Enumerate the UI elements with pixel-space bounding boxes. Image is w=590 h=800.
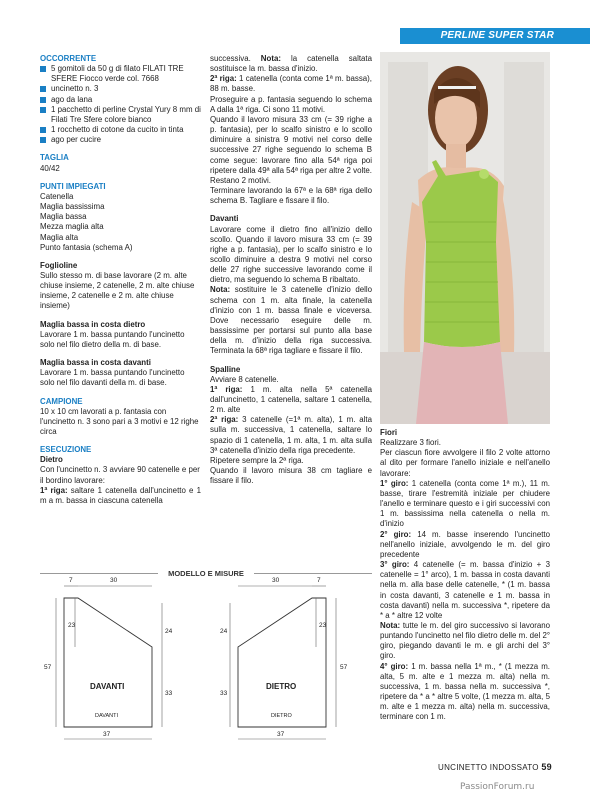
column-materials xyxy=(40,54,201,506)
mbcd-title: Maglia bassa in costa dietro xyxy=(40,319,146,329)
list-item: Punto fantasia (schema A) xyxy=(40,242,133,252)
dim-left-upper: 24 xyxy=(220,628,228,635)
dim-inner-left: 23 xyxy=(68,622,76,629)
mbcv-title: Maglia bassa in costa davanti xyxy=(40,358,151,368)
fiori-title: Fiori xyxy=(380,428,398,437)
occorrente-title: OCCORRENTE xyxy=(40,54,97,63)
pattern-schematic xyxy=(40,569,372,749)
punti-title: PUNTI IMPIEGATI xyxy=(40,181,106,191)
paragraph: Quando il lavoro misura 38 cm tagliare e fissare il filo. xyxy=(210,466,372,486)
dim-top-short: 7 xyxy=(317,577,321,584)
paragraph: 2° giro: 14 m. basse inserendo l'uncinetto nell'anello iniziale, avvolgendo le m. del giro precedente xyxy=(380,529,550,559)
paragraph: Quando il lavoro misura 33 cm (= 39 righe a p. fantasia), per lo scalfo sinistro e lo scollo diminuire a sinistra 9 motivi nel corso delle successive 27 righe seguendo lo schema B come segue: lavorare fino alla 54ª riga poi ripetere dalla 49ª alla 54ª riga per altre 2 volte. xyxy=(210,114,372,175)
list-item: uncinetto n. 3 xyxy=(40,84,201,94)
dim-top-long: 30 xyxy=(272,577,280,584)
square-bullet-icon xyxy=(40,86,46,92)
page-number: 59 xyxy=(541,762,552,772)
dietro-label: DIETRO xyxy=(266,682,297,691)
davanti-sublabel: DAVANTI xyxy=(95,713,119,719)
occorrente-list xyxy=(40,64,201,145)
paragraph: 3° giro: 4 catenelle (= m. bassa d'inizio + 3 catenelle = 1° arco), 1 m. bassa in costa davanti nella m. alla base delle catenelle, * (1 m. bassa in costa davanti, 3 catenelle e 1 m. bassa in costa davanti) nella m. successiva *, ripetere da * a * altre 12 volte xyxy=(380,560,550,620)
dim-left-lower: 33 xyxy=(220,690,228,697)
column-flowers xyxy=(380,428,550,723)
model-photo-illustration xyxy=(380,52,550,424)
dietro-text: Con l'uncinetto n. 3 avviare 90 catenelle e per il bordino lavorare: xyxy=(40,465,200,485)
list-item: 1 rocchetto di cotone da cucito in tinta xyxy=(40,125,201,135)
campione-text: 10 x 10 cm lavorati a p. fantasia con l'uncinetto n. 3 sono pari a 3 motivi e 12 righe circa xyxy=(40,406,199,436)
dietro-title: Dietro xyxy=(40,455,63,465)
dim-outer-left: 57 xyxy=(44,664,52,671)
list-item: Catenella xyxy=(40,191,74,201)
dim-right-upper: 24 xyxy=(165,628,173,635)
list-item: ago per cucire xyxy=(40,135,201,145)
paragraph: 2ª riga: 3 catenelle (=1ª m. alta), 1 m. alta sulla m. successiva, 1 catenella, saltare lo spazio di 1 catenella, 1 m. alta, 1 m. alta sulla 3ª catenella d'inizio della riga precedente. xyxy=(210,415,372,455)
square-bullet-icon xyxy=(40,137,46,143)
dim-top-long: 30 xyxy=(110,577,118,584)
spalline-title: Spalline xyxy=(210,364,241,374)
paragraph: 1° giro: 1 catenella (conta come 1ª m.), 11 m. basse, tirare l'estremità iniziale per chiudere l'anello e terminare questo e i giri successivi con 1 m. bassissima nella catenella o nella m. d'inizio xyxy=(380,478,550,529)
paragraph: Realizzare 3 fiori. xyxy=(380,438,441,448)
model-photo xyxy=(380,52,550,424)
punti-list xyxy=(40,192,201,253)
foglioline-text: Sullo stesso m. di base lavorare (2 m. alte chiuse insieme, 2 catenelle, 2 m. alte chiuse insieme, 2 catenelle e 2 m. alte chiuse insieme) xyxy=(40,270,195,311)
square-bullet-icon xyxy=(40,66,46,72)
list-item: Maglia alta xyxy=(40,232,79,242)
dietro-sublabel: DIETRO xyxy=(271,713,292,719)
list-item: Maglia bassa xyxy=(40,212,87,222)
schematic-diagram xyxy=(40,569,372,749)
mbcd-text: Lavorare 1 m. bassa puntando l'uncinetto solo nel filo dietro della m. di base. xyxy=(40,329,185,349)
campione-title: CAMPIONE xyxy=(40,396,83,406)
taglia-title: TAGLIA xyxy=(40,153,69,163)
list-item: 5 gomitoli da 50 g di filato FILATI TRE SFERE Fiocco verde col. 7668 xyxy=(40,64,201,84)
square-bullet-icon xyxy=(40,97,46,103)
column-instructions xyxy=(210,54,372,486)
mbcv-text: Lavorare 1 m. bassa puntando l'uncinetto solo nel filo davanti della m. di base. xyxy=(40,368,185,388)
paragraph: 4° giro: 1 m. bassa nella 1ª m., * (1 mezza m. alta, 5 m. alte e 1 mezza m. alta) nella m. successiva, 1 m. bassa nella m. successiva *, ripetere da * a * altre 5 volte, (1 mezza m. alta, 5 m. alte e 1 mezza m. alta) nella m. successiva, terminare con 1 m. xyxy=(380,661,550,722)
list-item: Mezza maglia alta xyxy=(40,222,104,232)
dim-bottom: 37 xyxy=(277,731,285,738)
header-title: PERLINE SUPER STAR xyxy=(440,30,554,41)
square-bullet-icon xyxy=(40,107,46,113)
paragraph: successiva. Nota: la catenella saltata sostituisce la m. bassa d'inizio. xyxy=(210,54,372,74)
paragraph: Ripetere sempre la 2ª riga. xyxy=(210,455,304,465)
foglioline-title: Foglioline xyxy=(40,260,78,270)
list-item: Maglia bassissima xyxy=(40,202,105,212)
paragraph: Nota: tutte le m. del giro successivo si lavorano puntando l'uncinetto nel filo dietro delle m. del 2° giro, piegando davanti le m. e gli archi del 3° giro. xyxy=(380,620,550,661)
riga1-text: saltare 1 catenella dall'uncinetto e 1 m a m. bassa in ciascuna catenella xyxy=(40,485,201,505)
list-item: 1 pacchetto di perline Crystal Yury 8 mm di Filati Tre Sfere colore bianco xyxy=(40,105,201,125)
dim-outer-right: 57 xyxy=(340,664,348,671)
riga1-label: 1ª riga: xyxy=(40,485,68,495)
magazine-name: UNCINETTO INDOSSATO xyxy=(438,763,539,772)
taglia-value: 40/42 xyxy=(40,163,60,173)
dim-right-lower: 33 xyxy=(165,690,173,697)
list-item: ago da lana xyxy=(40,95,201,105)
dim-bottom: 37 xyxy=(103,731,111,738)
paragraph: 1ª riga: 1 m. alta nella 5ª catenella dall'uncinetto, 1 catenella, saltare 1 catenella, 2 m. alte xyxy=(210,384,372,415)
paragraph: Lavorare come il dietro fino all'inizio dello scollo. Quando il lavoro misura 33 cm (= 39 righe a p. fantasia), per lo scalfo sinistro e lo scollo diminuire a destra 9 motivi nel corso delle 27 righe successive lavorando come il dietro, ma seguendo lo schema B ribaltato. xyxy=(210,224,372,285)
header-band xyxy=(400,28,590,44)
paragraph: Nota: sostituire le 3 catenelle d'inizio dello schema con 1 m. alta finale, la catenella d'inizio con 1 m. bassa finale e viceversa. Dove necessario eseguire delle m. bassissime per portarsi sul punto alla base della m. d'inizio della riga successiva. Terminata la 68ª riga tagliare e fissare il filo. xyxy=(210,285,372,356)
paragraph: Terminare lavorando la 67ª e la 68ª riga dello schema B. Tagliare e fissare il filo. xyxy=(210,186,372,206)
davanti-label: DAVANTI xyxy=(90,682,125,691)
paragraph: 2ª riga: 1 catenella (conta come 1ª m. bassa), 88 m. basse. xyxy=(210,74,372,94)
davanti-title: Davanti xyxy=(210,214,239,224)
watermark: PassionForum.ru xyxy=(460,782,535,792)
davanti-piece xyxy=(44,577,173,739)
dim-inner-right: 23 xyxy=(319,622,327,629)
page-footer xyxy=(438,762,552,772)
esecuzione-title: ESECUZIONE xyxy=(40,445,92,455)
square-bullet-icon xyxy=(40,127,46,133)
paragraph: Per ciascun fiore avvolgere il filo 2 volte attorno al dito per formare l'anello iniziale e nell'anello lavorare: xyxy=(380,448,550,478)
dietro-piece xyxy=(220,577,348,739)
paragraph: Restano 2 motivi. xyxy=(210,175,271,185)
paragraph: Avviare 8 catenelle. xyxy=(210,374,279,384)
diagram-title: MODELLO E MISURE xyxy=(168,569,244,578)
dim-top-short: 7 xyxy=(69,577,73,584)
riga1-paragraph xyxy=(40,486,201,506)
paragraph: Proseguire a p. fantasia seguendo lo schema A dalla 1ª riga. Ci sono 11 motivi. xyxy=(210,94,372,114)
